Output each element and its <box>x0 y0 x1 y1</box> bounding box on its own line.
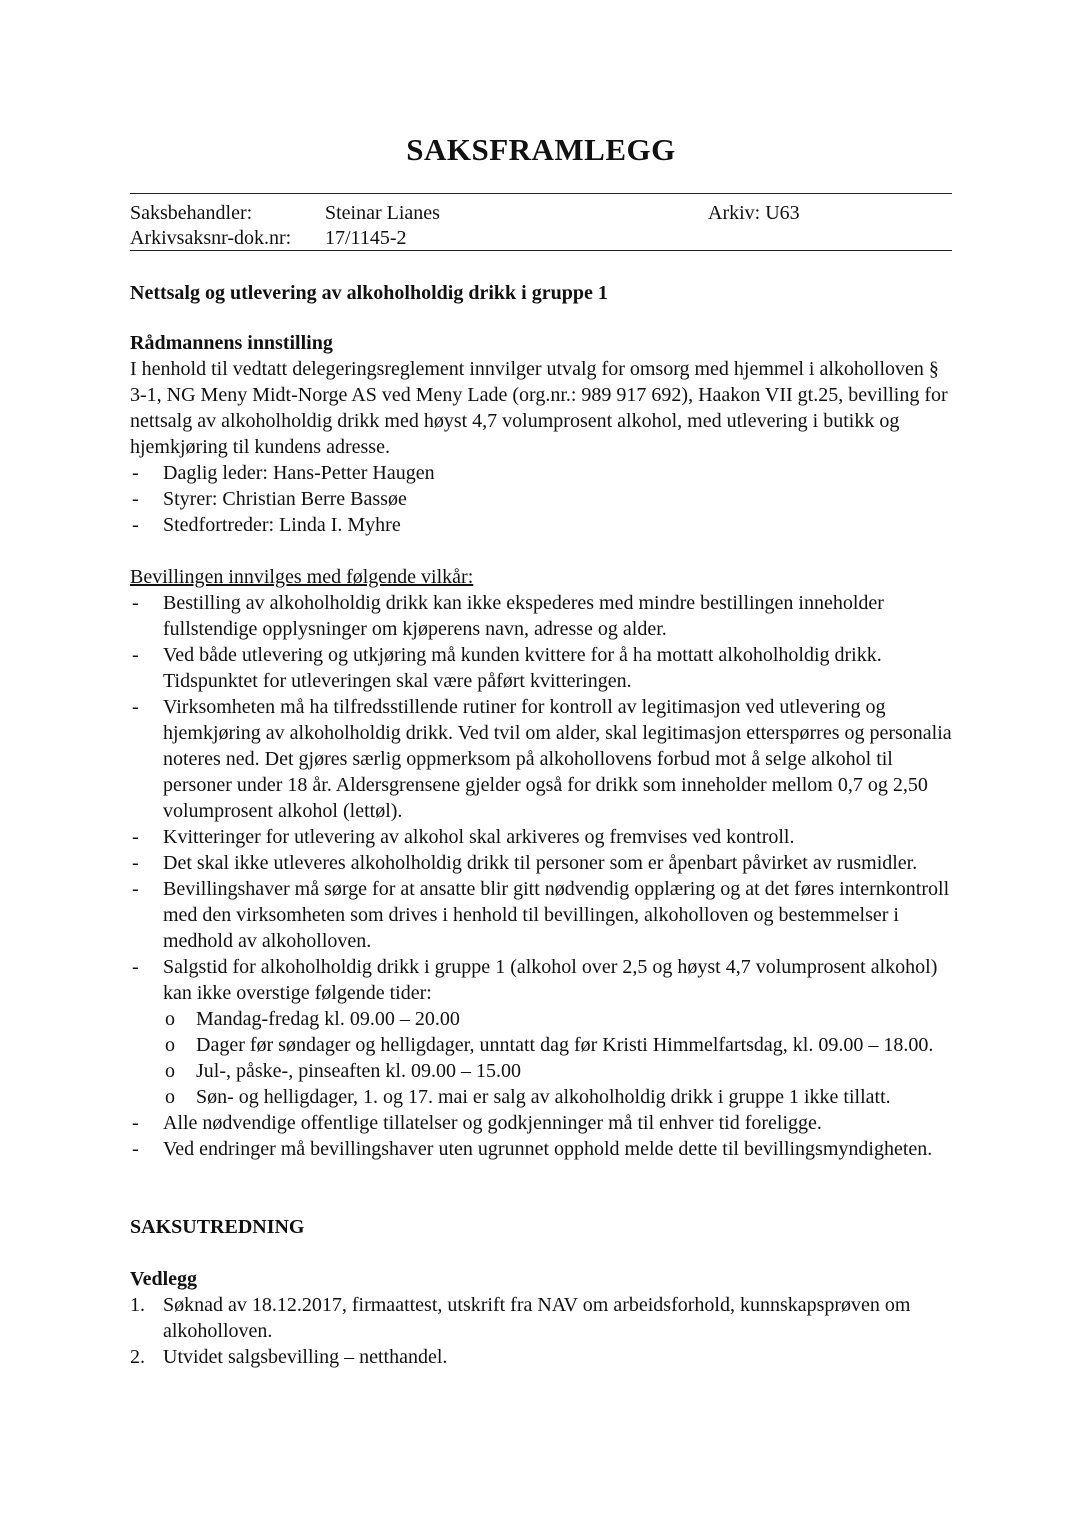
list-number: 1. <box>130 1294 145 1316</box>
list-item: - Daglig leder: Hans-Petter Haugen <box>130 460 952 486</box>
case-subject: Nettsalg og utlevering av alkoholholdig drikk i gruppe 1 <box>130 282 608 304</box>
saksbehandler-label: Saksbehandler: <box>130 202 253 224</box>
document-body <box>130 330 952 1370</box>
list-text: Utvidet salgsbevilling – netthandel. <box>163 1346 448 1368</box>
list-item: - Kvitteringer for utlevering av alkohol skal arkiveres og fremvises ved kontroll. <box>130 824 952 850</box>
list-item: o Dager før søndager og helligdager, unntatt dag før Kristi Himmelfartsdag, kl. 09.00 – 18.00. <box>163 1032 952 1058</box>
list-item: - Alle nødvendige offentlige tillatelser og godkjenninger må til enhver tid foreligge. <box>130 1110 952 1136</box>
innstilling-paragraph: I henhold til vedtatt delegeringsreglement innvilger utvalg for omsorg med hjemmel i alkoholloven § 3-1, NG Meny Midt-Norge AS ved Meny Lade (org.nr.: 989 917 692), Haakon VII gt.25, bevilling for nettsalg av alkoholholdig drikk med høyst 4,7 volumprosent alkohol, med utlevering i butikk og hjemkjøring til kundens adresse. <box>130 358 948 458</box>
list-item <box>130 1344 952 1370</box>
list-item: - Bevillingshaver må sørge for at ansatte blir gitt nødvendig opplæring og at det føres internkontroll med den virksomheten som drives i henhold til bevillingen, alkoholloven og bestemmelser i medhold av alkoholloven. <box>130 876 952 954</box>
list-item: - Stedfortreder: Linda I. Myhre <box>130 512 952 538</box>
list-item: o Søn- og helligdager, 1. og 17. mai er salg av alkoholholdig drikk i gruppe 1 ikke tillatt. <box>163 1084 952 1110</box>
salgstid-list <box>130 1006 952 1110</box>
list-item: - Bestilling av alkoholholdig drikk kan ikke ekspederes med mindre bestillingen inneholder fullstendige opplysninger om kjøperens navn, adresse og alder. <box>130 590 952 642</box>
document-title: SAKSFRAMLEGG <box>406 132 676 167</box>
innstilling-heading: Rådmannens innstilling <box>130 332 333 354</box>
arkivsaksnr-label: Arkivsaksnr-dok.nr: <box>130 227 292 249</box>
list-item: - Ved både utlevering og utkjøring må kunden kvittere for å ha mottatt alkoholholdig drikk. Tidspunktet for utleveringen skal være påført kvitteringen. <box>130 642 952 694</box>
vilkar-heading: Bevillingen innvilges med følgende vilkår: <box>130 566 474 588</box>
arkivsaksnr-value: 17/1145-2 <box>325 227 407 249</box>
closing-list <box>130 1110 952 1162</box>
list-item: - Virksomheten må ha tilfredsstillende rutiner for kontroll av legitimasjon ved utlevering og hjemkjøring av alkoholholdig drikk. Ved tvil om alder, skal legitimasjon etterspørres og personalia noteres ned. Det gjøres særlig oppmerksom på alkohollovens forbud mot å selge alkohol til personer under 18 år. Aldersgrensene gjelder også for drikk som inneholder mellom 0,7 og 2,50 volumprosent alkohol (lettøl). <box>130 694 952 824</box>
meta-row-handler <box>130 200 952 225</box>
arkiv-code: Arkiv: U63 <box>708 202 800 224</box>
spacer <box>130 538 952 564</box>
case-metadata <box>130 193 952 251</box>
spacer <box>130 1188 952 1214</box>
list-item <box>130 1292 952 1344</box>
list-item-salgstid <box>130 954 952 1006</box>
saksutredning-heading: SAKSUTREDNING <box>130 1216 305 1238</box>
vedlegg-heading: Vedlegg <box>130 1268 198 1290</box>
meta-row-case-number <box>130 225 952 250</box>
list-item: o Mandag-fredag kl. 09.00 – 20.00 <box>163 1006 952 1032</box>
spacer <box>130 1162 952 1188</box>
spacer <box>130 1240 952 1266</box>
list-item: - Ved endringer må bevillingshaver uten ugrunnet opphold melde dette til bevillingsmyndigheten. <box>130 1136 952 1162</box>
list-item: - Styrer: Christian Berre Bassøe <box>130 486 952 512</box>
vilkar-list <box>130 590 952 1006</box>
list-text: Søknad av 18.12.2017, firmaattest, utskrift fra NAV om arbeidsforhold, kunnskapsprøven om alkoholloven. <box>163 1294 911 1342</box>
vedlegg-list <box>130 1292 952 1370</box>
list-item: - Det skal ikke utleveres alkoholholdig drikk til personer som er åpenbart påvirket av rusmidler. <box>130 850 952 876</box>
list-item: o Jul-, påske-, pinseaften kl. 09.00 – 15.00 <box>163 1058 952 1084</box>
persons-list <box>130 460 952 538</box>
list-number: 2. <box>130 1346 145 1368</box>
saksbehandler-value: Steinar Lianes <box>325 202 440 224</box>
salgstid-intro: Salgstid for alkoholholdig drikk i gruppe 1 (alkohol over 2,5 og høyst 4,7 volumprosent alkohol) kan ikke overstige følgende tider: <box>163 956 938 1004</box>
